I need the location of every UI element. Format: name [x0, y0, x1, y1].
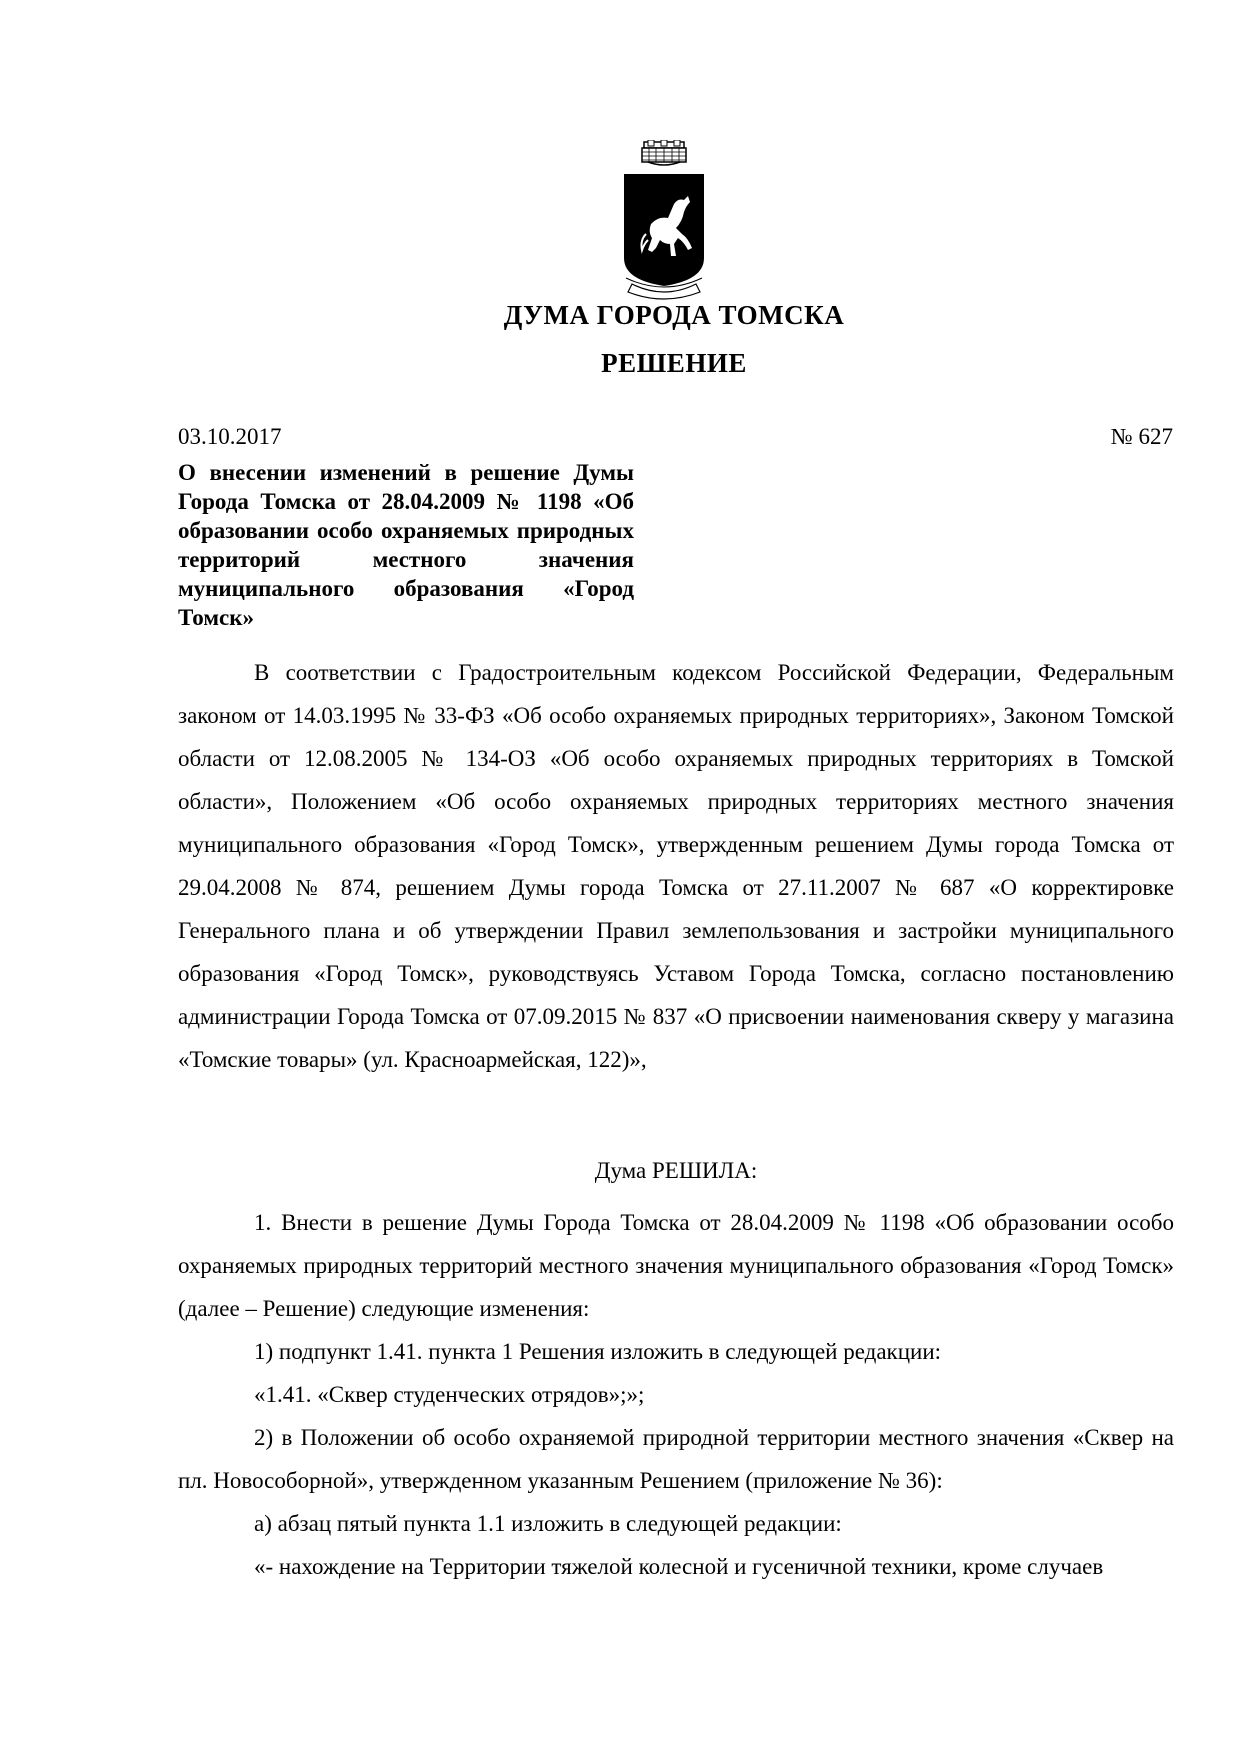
decision-item: 2) в Положении об особо охраняемой природной территории местного значения «Сквер на пл. Новособорной», утвержденном указанным Решением (приложение № 36):	[178, 1425, 1174, 1493]
decided-heading: Дума РЕШИЛА:	[594, 1158, 758, 1183]
decision-item: «1.41. «Сквер студенческих отрядов»;»;	[254, 1382, 645, 1407]
organization-title: ДУМА ГОРОДА ТОМСКА	[503, 300, 845, 330]
document-type: РЕШЕНИЕ	[601, 348, 747, 378]
decision-item: «- нахождение на Территории тяжелой колесной и гусеничной техники, кроме случаев	[254, 1554, 1104, 1579]
document-number: № 627	[1110, 424, 1173, 449]
tomsk-coat-of-arms-icon	[618, 140, 710, 302]
document-subject: О внесении изменений в решение Думы Города Томска от 28.04.2009 № 1198 «Об образовании особо охраняемых природных территорий местного значения муниципального образования «Город Томск»	[178, 460, 634, 630]
decision-item: 1. Внести в решение Думы Города Томска от 28.04.2009 № 1198 «Об образовании особо охраняемых природных территорий местного значения муниципального образования «Город Томск» (далее – Решение) следующие изменения:	[178, 1210, 1174, 1321]
decision-item: 1) подпункт 1.41. пункта 1 Решения изложить в следующей редакции:	[254, 1339, 942, 1364]
decision-item: а) абзац пятый пункта 1.1 изложить в следующей редакции:	[254, 1511, 842, 1536]
document-date: 03.10.2017	[178, 424, 282, 449]
preamble-paragraph: В соответствии с Градостроительным кодексом Российской Федерации, Федеральным законом от 14.03.1995 № 33-ФЗ «Об особо охраняемых природных территориях», Законом Томской области от 12.08.2005 № 134-ОЗ «Об особо охраняемых природных территориях в Томской области», Положением «Об особо охраняемых природных территориях местного значения муниципального образования «Город Томск», утвержденным решением Думы города Томска от 29.04.2008 № 874, решением Думы города Томска от 27.11.2007 № 687 «О корректировке Генерального плана и об утверждении Правил землепользования и застройки муниципального образования «Город Томск», руководствуясь Уставом Города Томска, согласно постановлению администрации Города Томска от 07.09.2015 № 837 «О присвоении наименования скверу у магазина «Томские товары» (ул. Красноармейская, 122)»,	[178, 660, 1174, 1072]
